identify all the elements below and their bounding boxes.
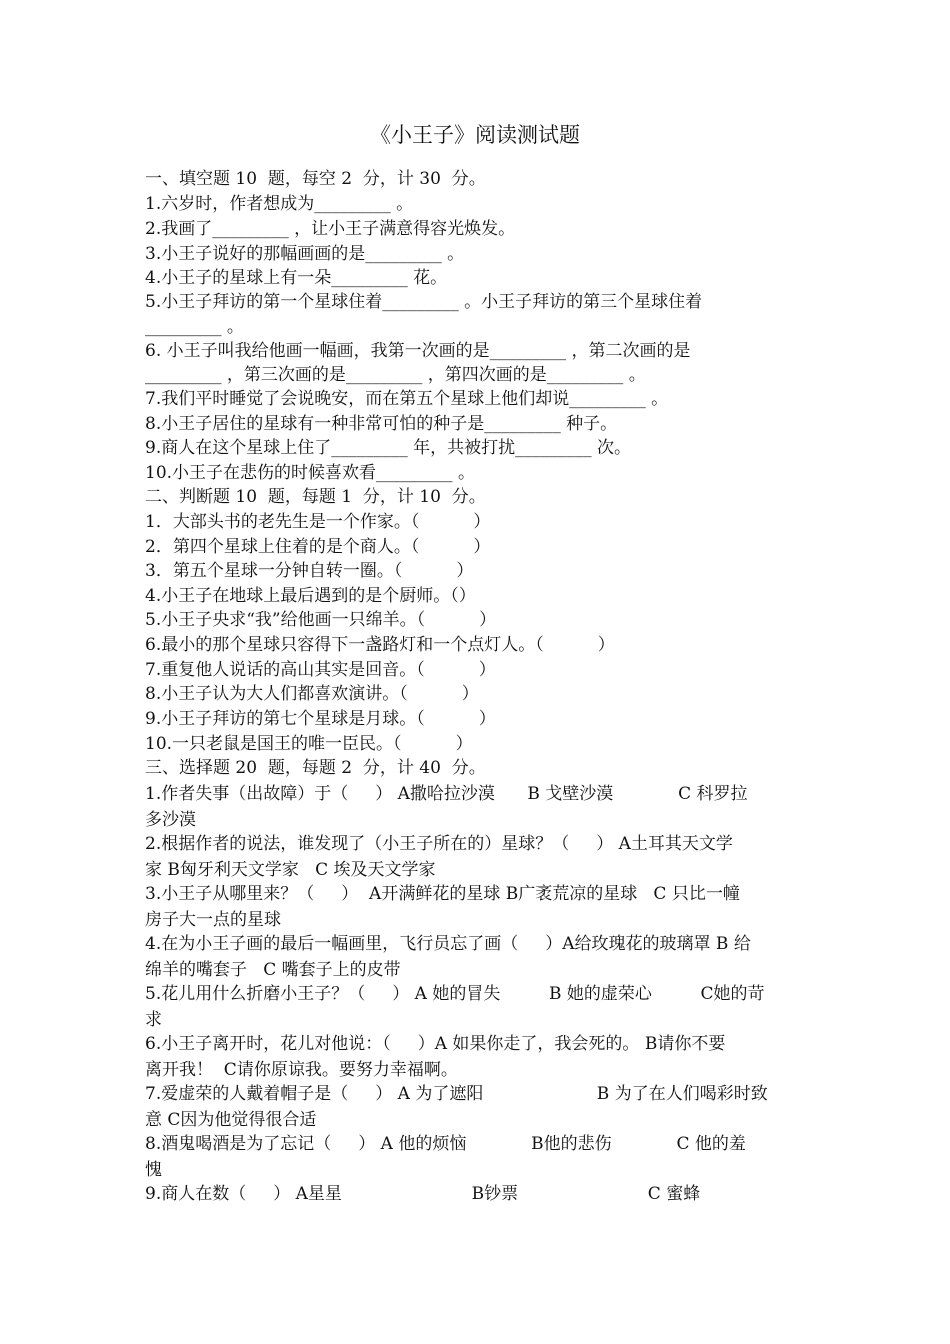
text-line: 10.小王子在悲伤的时候喜欢看_________ 。: [145, 463, 475, 483]
text-line: 意 C因为他觉得很合适: [145, 1110, 317, 1130]
text-line: 8.小王子居住的星球有一种非常可怕的种子是_________ 种子。: [145, 414, 618, 434]
text-line: 2．第四个星球上住着的是个商人。（ ）: [145, 537, 491, 557]
text-line: 8.小王子认为大人们都喜欢演讲。（ ）: [145, 684, 479, 704]
text-line: 家 B匈牙利天文学家 C 埃及天文学家: [145, 860, 436, 880]
text-line: 7.爱虚荣的人戴着帽子是（ ） A 为了遮阳 B 为了在人们喝彩时致: [145, 1084, 768, 1104]
text-line: 离开我！ C请你原谅我。要努力幸福啊。: [145, 1060, 458, 1080]
text-line: 1．大部头书的老先生是一个作家。（ ）: [145, 512, 491, 532]
text-line: 求: [145, 1010, 162, 1030]
page-title: 《小王子》阅读测试题: [370, 123, 580, 147]
text-line: 1.作者失事（出故障）于（ ） A撒哈拉沙漠 B 戈壁沙漠 C 科罗拉: [145, 784, 748, 804]
text-line: 7.我们平时睡觉了会说晚安，而在第五个星球上他们却说_________ 。: [145, 389, 669, 409]
text-line: 三、选择题 20 题，每题 2 分，计 40 分。: [145, 758, 486, 778]
text-line: 6.小王子离开时，花儿对他说：（ ）A 如果你走了，我会死的。 B请你不要: [145, 1034, 726, 1054]
text-line: 7.重复他人说话的高山其实是回音。（ ）: [145, 660, 496, 680]
text-line: 8.酒鬼喝酒是为了忘记（ ） A 他的烦恼 B他的悲伤 C 他的羞: [145, 1134, 746, 1154]
text-line: _________ 。: [145, 317, 244, 337]
text-line: 二、判断题 10 题，每题 1 分，计 10 分。: [145, 487, 486, 507]
text-line: 愧: [145, 1160, 162, 1180]
text-line: 9.商人在数（ ） A星星 B钞票 C 蜜蜂: [145, 1184, 701, 1204]
text-line: 2.根据作者的说法，谁发现了（小王子所在的）星球？（ ） A土耳其天文学: [145, 834, 733, 854]
text-line: 5.小王子央求“我”给他画一只绵羊。（ ）: [145, 610, 497, 630]
text-line: 一、填空题 10 题，每空 2 分，计 30 分。: [145, 169, 486, 189]
text-line: 3.小王子说好的那幅画画的是_________ 。: [145, 244, 465, 264]
text-line: _________ ，第三次画的是_________ ，第四次画的是_________ 。: [145, 365, 646, 385]
text-line: 4.小王子的星球上有一朵_________ 花。: [145, 268, 448, 288]
text-line: 5.花儿用什么折磨小王子？（ ） A 她的冒失 B 她的虚荣心 C她的苛: [145, 984, 765, 1004]
text-line: 2.我画了_________ ，让小王子满意得容光焕发。: [145, 219, 516, 239]
text-line: 绵羊的嘴套子 C 嘴套子上的皮带: [145, 960, 401, 980]
text-line: 4.小王子在地球上最后遇到的是个厨师。（）: [145, 586, 476, 606]
text-line: 10.一只老鼠是国王的唯一臣民。（ ）: [145, 734, 473, 754]
text-line: 9.小王子拜访的第七个星球是月球。（ ）: [145, 709, 496, 729]
text-line: 4.在为小王子画的最后一幅画里，飞行员忘了画（ ）A给玫瑰花的玻璃罩 B 给: [145, 934, 751, 954]
text-line: 6. 小王子叫我给他画一幅画，我第一次画的是_________ ，第二次画的是: [145, 341, 691, 361]
text-line: 6.最小的那个星球只容得下一盏路灯和一个点灯人。（ ）: [145, 635, 615, 655]
text-line: 9.商人在这个星球上住了_________ 年，共被打扰_________ 次。: [145, 438, 632, 458]
text-line: 1.六岁时，作者想成为_________ 。: [145, 194, 414, 214]
text-line: 房子大一点的星球: [145, 910, 281, 930]
text-line: 多沙漠: [145, 810, 196, 830]
text-line: 3．第五个星球一分钟自转一圈。（ ）: [145, 561, 474, 581]
text-line: 3.小王子从哪里来？（ ） A开满鲜花的星球 B广袤荒凉的星球 C 只比一幢: [145, 884, 740, 904]
text-line: 5.小王子拜访的第一个星球住着_________ 。小王子拜访的第三个星球住着: [145, 292, 703, 312]
